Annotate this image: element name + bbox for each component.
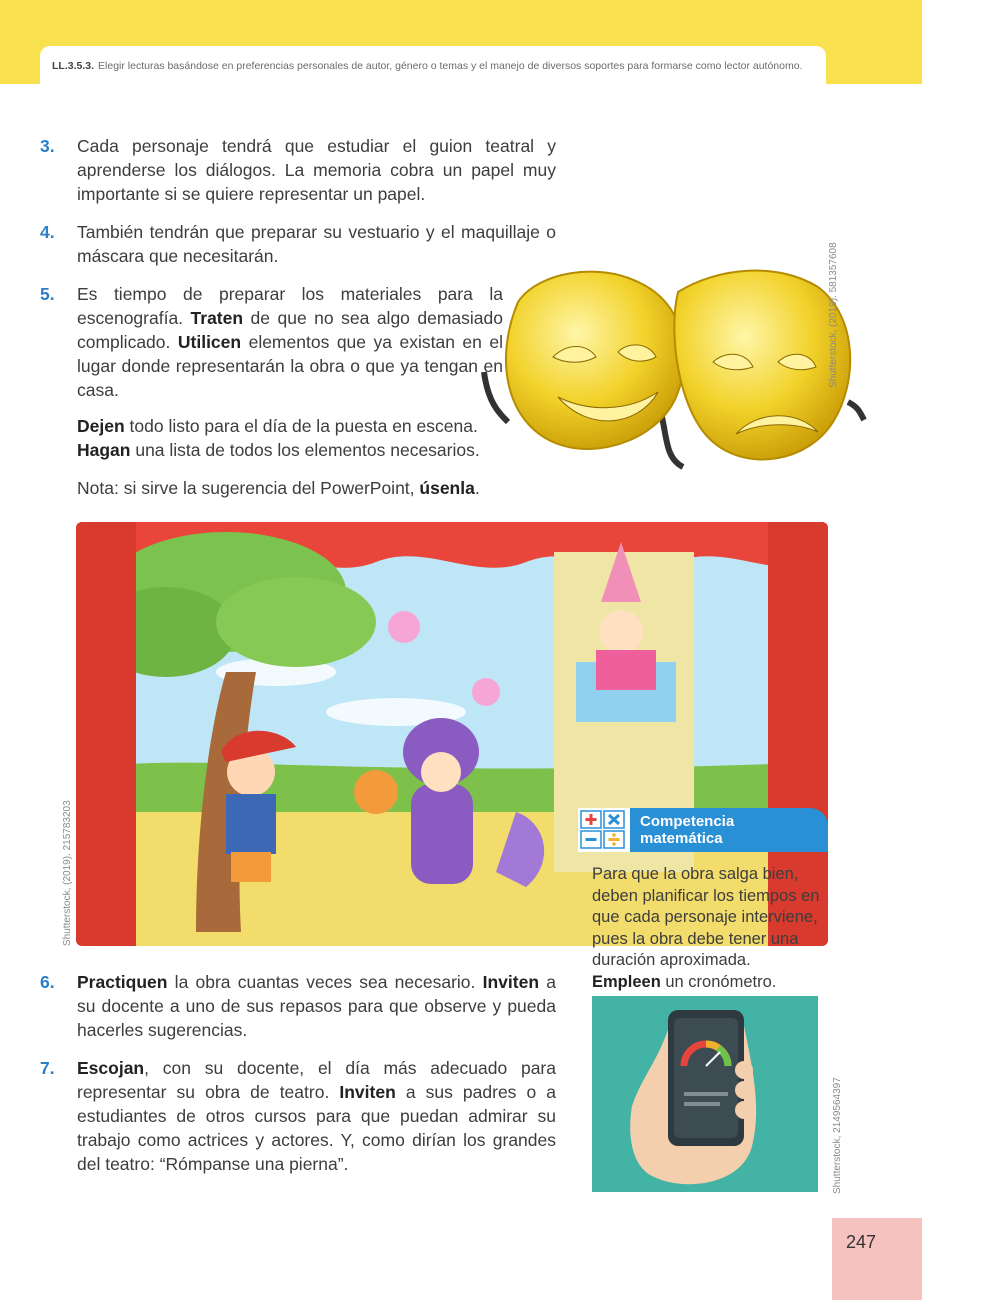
item-number: 6. xyxy=(40,972,55,992)
right-margin xyxy=(922,0,1004,1300)
item-number: 4. xyxy=(40,222,55,242)
item-text: Es tiempo de preparar los materiales para la escenografía. Traten de que no sea algo demasiado complicado. Utilicen elementos que ya existan en el lugar donde representarán la obra o que ya tengan en casa. xyxy=(77,284,503,400)
photo-credit-phone: Shutterstock, 2149564397 xyxy=(832,1077,843,1194)
photo-credit-masks: Shutterstock, (2019). 581357608 xyxy=(828,242,839,388)
list-item-6 xyxy=(40,970,556,1042)
item-text: Cada personaje tendrá que estudiar el guion teatral y aprenderse los diálogos. La memoria cobra un papel muy importante si se quiere representar un papel. xyxy=(77,136,556,204)
stopwatch-phone-illustration xyxy=(592,996,818,1192)
list-item-4 xyxy=(40,220,556,268)
page-number-tab xyxy=(832,1218,922,1300)
photo-credit-stage: Shutterstock, (2019). 215783203 xyxy=(62,800,73,946)
list-item-5 xyxy=(40,282,506,402)
item-number: 7. xyxy=(40,1058,55,1078)
competencia-header xyxy=(578,808,828,852)
competencia-title: Competencia matemática xyxy=(640,813,735,847)
math-operations-icon xyxy=(578,808,630,852)
curriculum-standard-bar xyxy=(40,46,826,86)
item-number: 3. xyxy=(40,136,55,156)
list-item-3 xyxy=(40,134,556,206)
list-item-7 xyxy=(40,1056,556,1176)
standard-text: Elegir lecturas basándose en preferencias personales de autor, género o temas y el manejo de diversos soportes para formarse como lector autónomo. xyxy=(98,60,803,72)
item-text: También tendrán que preparar su vestuario y el maquillaje o máscara que necesitarán. xyxy=(77,222,556,266)
competencia-matematica-box xyxy=(578,808,828,1200)
competencia-text: Para que la obra salga bien, deben planificar los tiempos en que cada personaje interviene, pues la obra debe tener una duración aproximada. Empleen un cronómetro. xyxy=(592,865,820,991)
instruction-paragraph: Dejen todo listo para el día de la puesta en escena. Hagan una lista de todos los elementos necesarios. xyxy=(77,416,480,460)
note-paragraph: Nota: si sirve la sugerencia del PowerPoint, úsenla. xyxy=(77,478,480,498)
item-text: Practiquen la obra cuantas veces sea necesario. Inviten a su docente a uno de sus repasos para que observe y pueda hacerles sugerencias. xyxy=(77,972,556,1040)
item-text: Escojan, con su docente, el día más adecuado para representar su obra de teatro. Inviten a sus padres o a estudiantes de otros cursos para que puedan admirar su trabajo como actrices y actores. Y, como dirían los grandes del teatro: “Rómpanse una pierna”. xyxy=(77,1058,557,1174)
theatre-masks-illustration xyxy=(478,262,868,484)
page-number: 247 xyxy=(846,1232,877,1252)
item-number: 5. xyxy=(40,284,55,304)
standard-code: LL.3.5.3. xyxy=(52,60,95,72)
